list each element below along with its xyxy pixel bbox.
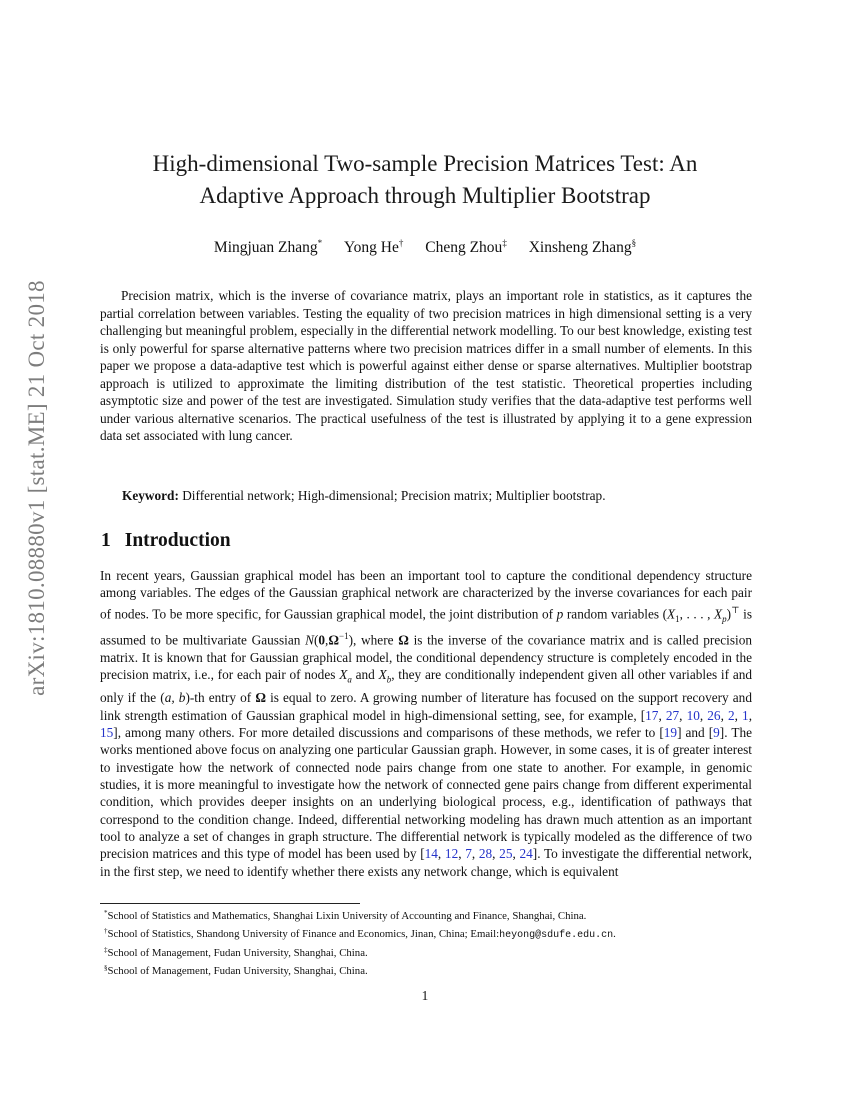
citation-link[interactable]: 10	[686, 707, 700, 723]
author: Xinsheng Zhang§	[528, 238, 637, 256]
footnote: ‡School of Management, Fudan University, Shanghai, China.	[104, 946, 368, 959]
footnote-divider	[100, 903, 360, 904]
affiliation-mark: §	[631, 238, 637, 248]
citation-link[interactable]: 14	[424, 846, 438, 862]
citation-link[interactable]: 9	[713, 724, 720, 740]
author: Yong He†	[344, 238, 404, 256]
citation-link[interactable]: 15	[100, 724, 114, 740]
title-line-2: Adaptive Approach through Multiplier Bootstrap	[199, 183, 651, 208]
affiliation-mark: †	[398, 238, 404, 248]
citation-link[interactable]: 25	[499, 846, 513, 862]
affiliation-mark: *	[317, 238, 323, 248]
citation-link[interactable]: 17	[645, 707, 659, 723]
keywords-text: Differential network; High-dimensional; Precision matrix; Multiplier bootstrap.	[182, 488, 606, 503]
section-heading	[101, 530, 231, 552]
section-number: 1	[101, 530, 111, 551]
arxiv-identifier-text: arXiv:1810.08880v1 [stat.ME] 21 Oct 2018	[24, 280, 49, 696]
email-link[interactable]: heyong@sdufe.edu.cn	[499, 929, 614, 941]
keywords-label: Keyword:	[122, 488, 179, 503]
citation-link[interactable]: 12	[444, 846, 459, 862]
author: Cheng Zhou‡	[425, 238, 507, 256]
citation-link[interactable]: 2	[727, 707, 735, 723]
affiliation-mark: ‡	[502, 238, 507, 248]
citation-link[interactable]: 19	[663, 724, 678, 740]
footnotes	[104, 906, 754, 978]
section-title: Introduction	[124, 530, 231, 551]
title-line-1: High-dimensional Two-sample Precision Matrices Test: An	[152, 151, 698, 176]
paper-title	[100, 148, 750, 212]
footnote: *School of Statistics and Mathematics, Shanghai Lixin University of Accounting and Finance, Shanghai, China.	[104, 909, 587, 922]
citation-link[interactable]: 1	[742, 707, 749, 723]
page-number: 1	[421, 988, 429, 1003]
citation-link[interactable]: 7	[465, 846, 472, 862]
footnote: †School of Statistics, Shandong University of Finance and Economics, Jinan, China; Email:heyong@sdufe.edu.cn.	[104, 926, 616, 941]
author: Mingjuan Zhang*	[213, 238, 323, 256]
introduction-paragraph: In recent years, Gaussian graphical model has been an important tool to capture the conditional dependency structure among variables. The edges of the Gaussian graphical network are characterized by the inverse covariances for each pair of nodes. To be more specific, for Gaussian graphical model, the joint distribution of p random variables ($X_1$, . . . , $X_p)^⊤$ is assumed to be multivariate Gaussian $N(0,\Omega^{-1})$, where Ω is the inverse of the covariance matrix and is called precision matrix. It is known that for Gaussian graphical model, the conditional dependency structure is completely encoded in the precision matrix, i.e., for each pair of nodes $X_a$ and $X_b$, they are conditionally independent given all other variables if and only if the (a, b)-th entry of Ω is equal to zero. A growing number of literature has focused on the support recovery and link strength estimation of Gaussian graphical model in high-dimensional setting, see, for example, [17, 27, 10, 26, 2, 1, 15], among many others. For more detailed discussions and comparisons of these methods, we refer to [19] and [9]. The works mentioned above focus on analyzing one particular Gaussian graph. However, in some cases, it is of greater interest to investigate how the network of connected node pairs change from one state to another. For example, in genomic studies, it is more meaningful to investigate how the network of connected gene pairs change from different experimental condition, which provides deeper insights on an underlying biological process, e.g., identification of pathways that correspond to the condition change. Indeed, differential networking modeling has drawn much attention as an important tool to analyze a set of changes in graph structure. The differential network is typically modeled as the difference of two precision matrices and this type of model has been used by [14, 12, 7, 28, 25, 24]. To investigate the differential network, in the first step, we need to identify whether there exists any network change, which is equivalent	[100, 568, 753, 879]
citation-link[interactable]: 24	[519, 846, 533, 862]
author-list	[100, 233, 750, 258]
citation-link[interactable]: 26	[707, 707, 721, 723]
footnote: §School of Management, Fudan University, Shanghai, China.	[104, 963, 368, 977]
citation-link[interactable]: 27	[665, 707, 680, 723]
keywords	[122, 487, 606, 504]
abstract: Precision matrix, which is the inverse of covariance matrix, plays an important role in statistics, as it captures the partial correlation between variables. Testing the equality of two precision matrices in high dimensional setting is a very challenging but meaningful problem, especially in the differential network modelling. To our best knowledge, existing test is only powerful for sparse alternative patterns where two precision matrices differ in a small number of elements. In this paper we propose a data-adaptive test which is powerful against either dense or sparse alternatives. Multiplier bootstrap approach is utilized to approximate the limiting distribution of the test statistic. Theoretical properties including asymptotic size and power of the test are investigated. Simulation study verifies that the data-adaptive test performs well under various alternative scenarios. The practical usefulness of the test is illustrated by applying it to a gene expression data set associated with lung cancer.	[100, 288, 752, 443]
citation-link[interactable]: 28	[478, 846, 493, 862]
